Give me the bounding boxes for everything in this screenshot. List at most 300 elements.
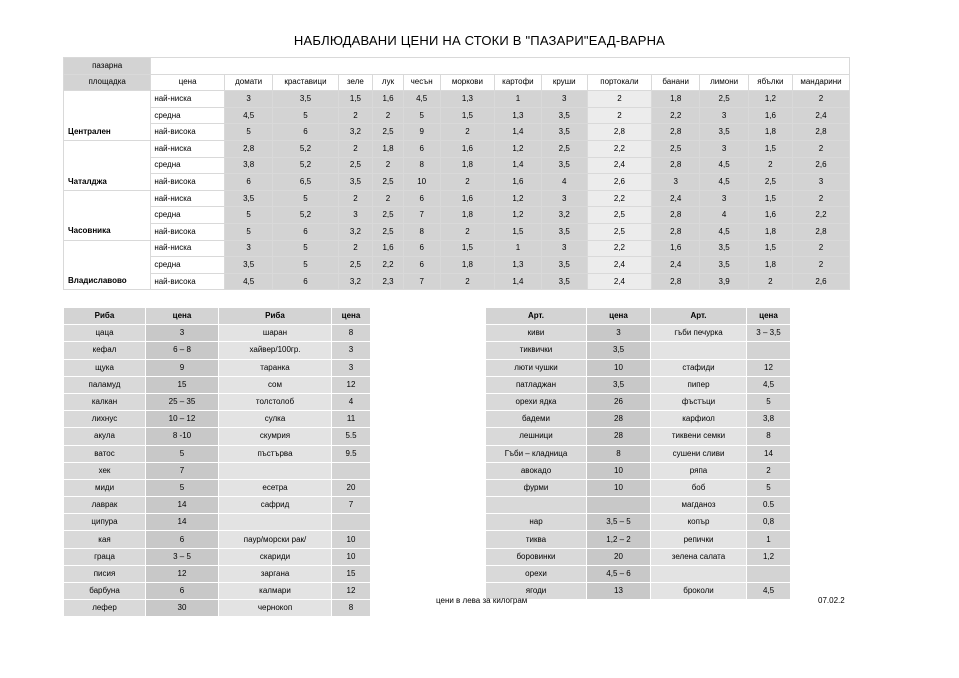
price-cell: 1,5	[748, 240, 792, 257]
fish-table-body	[64, 308, 371, 617]
price-cell: 6	[224, 174, 272, 191]
market-row	[64, 107, 850, 124]
price-cell: 2,5	[587, 207, 651, 224]
price-cell: 2,2	[792, 207, 849, 224]
art_table-cell	[747, 342, 791, 359]
price-cell: 2,8	[652, 273, 700, 290]
market-cell	[64, 190, 151, 207]
fish_table-row	[64, 325, 371, 342]
price-cell: 1,5	[440, 107, 495, 124]
fish_table-cell: 3	[146, 325, 219, 342]
fish_table-cell: калмари	[219, 583, 332, 600]
price-cell: 3	[792, 174, 849, 191]
header-filler	[151, 58, 850, 75]
price-cell: 2	[792, 91, 849, 108]
art_table-cell: 12	[747, 359, 791, 376]
price-cell: 1,4	[495, 273, 541, 290]
art_table-header-row	[486, 308, 791, 325]
fish_table-cell: сом	[219, 376, 332, 393]
art_table-header-1: цена	[587, 308, 651, 325]
price-cell: 2,6	[792, 157, 849, 174]
art_table-header-0: Арт.	[486, 308, 587, 325]
price-cell: 1,6	[440, 190, 495, 207]
fish_table-cell: 6	[146, 531, 219, 548]
price-cell: 2,6	[792, 273, 849, 290]
price-cell: 2,8	[224, 140, 272, 157]
page-title: НАБЛЮДАВАНИ ЦЕНИ НА СТОКИ В "ПАЗАРИ"ЕАД-ВАРНА	[293, 33, 666, 48]
art_table-cell: 3,5	[587, 342, 651, 359]
price-cell: 3,5	[541, 273, 587, 290]
price-cell: 1,4	[495, 157, 541, 174]
market-price-table	[63, 57, 850, 290]
price-level-label: най-ниска	[151, 240, 225, 257]
price-cell: 1,3	[495, 257, 541, 274]
fish-price-table	[63, 307, 371, 617]
art_table-cell: 4,5	[747, 376, 791, 393]
art_table-row	[486, 462, 791, 479]
price-cell: 2,5	[373, 207, 404, 224]
price-cell: 3,8	[224, 157, 272, 174]
fish_table-row	[64, 411, 371, 428]
fish_table-header-0: Риба	[64, 308, 146, 325]
art_table-cell: Гъби – кладница	[486, 445, 587, 462]
market-name: Часовника	[64, 223, 151, 240]
price-cell: 2,8	[587, 124, 651, 141]
price-cell: 1,4	[495, 124, 541, 141]
price-cell: 1,5	[338, 91, 373, 108]
price-column-header: цена	[151, 74, 225, 91]
fish_table-row	[64, 600, 371, 617]
price-cell: 3,2	[541, 207, 587, 224]
price-cell: 1,2	[495, 140, 541, 157]
fish_table-cell: 6	[146, 583, 219, 600]
price-cell: 2	[792, 140, 849, 157]
art_table-cell: лешници	[486, 428, 587, 445]
market-cell	[64, 140, 151, 157]
fish_table-cell: кая	[64, 531, 146, 548]
fish_table-cell: паур/морски рак/	[219, 531, 332, 548]
price-cell: 1,6	[748, 107, 792, 124]
fish_table-cell: 20	[332, 479, 371, 496]
fish_table-cell: 12	[332, 583, 371, 600]
price-cell: 2,5	[373, 174, 404, 191]
fish_table-cell: 5	[146, 479, 219, 496]
price-cell: 6	[403, 240, 440, 257]
price-cell: 3	[700, 140, 748, 157]
corner-label-2: площадка	[64, 74, 151, 91]
price-cell: 5	[224, 124, 272, 141]
fish_table-cell: 30	[146, 600, 219, 617]
price-cell: 2,5	[338, 257, 373, 274]
price-cell: 1,6	[495, 174, 541, 191]
art_table-cell: патладжан	[486, 376, 587, 393]
fish_table-cell: хек	[64, 462, 146, 479]
price-cell: 5,2	[273, 207, 338, 224]
price-level-label: най-висока	[151, 174, 225, 191]
fish_table-cell: шаран	[219, 325, 332, 342]
market-row	[64, 190, 850, 207]
price-cell: 3	[541, 91, 587, 108]
market-row	[64, 240, 850, 257]
price-cell: 2,4	[652, 190, 700, 207]
art_table-row	[486, 393, 791, 410]
fish_table-cell: скариди	[219, 548, 332, 565]
art_table-cell: 4,5 – 6	[587, 565, 651, 582]
art_table-cell: орехи	[486, 565, 587, 582]
price-cell: 5	[224, 207, 272, 224]
art_table-cell: 13	[587, 583, 651, 600]
price-cell: 3	[541, 190, 587, 207]
art_table-cell: боб	[651, 479, 747, 496]
price-cell: 4,5	[224, 107, 272, 124]
art_table-cell: 14	[747, 445, 791, 462]
art_table-cell: 3 – 3,5	[747, 325, 791, 342]
fish_table-cell: есетра	[219, 479, 332, 496]
art_table-header-3: цена	[747, 308, 791, 325]
fish_table-cell: чернокоп	[219, 600, 332, 617]
fish_table-cell: 12	[332, 376, 371, 393]
art_table-row	[486, 497, 791, 514]
fish_table-cell: барбуна	[64, 583, 146, 600]
fish_table-cell: 14	[146, 497, 219, 514]
fish_table-row	[64, 497, 371, 514]
price-cell: 3	[700, 190, 748, 207]
art_table-cell: гъби печурка	[651, 325, 747, 342]
price-cell: 2	[748, 157, 792, 174]
price-cell: 1,5	[495, 223, 541, 240]
price-cell: 2,6	[587, 174, 651, 191]
price-table-body	[64, 58, 850, 290]
fish_table-cell: миди	[64, 479, 146, 496]
price-cell: 2,8	[652, 157, 700, 174]
product-header: мандарини	[792, 74, 849, 91]
art_table-cell: 1,2	[747, 548, 791, 565]
price-level-label: средна	[151, 157, 225, 174]
fish_table-row	[64, 342, 371, 359]
price-cell: 2	[338, 190, 373, 207]
price-cell: 2,5	[373, 124, 404, 141]
art_table-cell: броколи	[651, 583, 747, 600]
market-name: Чаталджа	[64, 174, 151, 191]
fish_table-cell: ципура	[64, 514, 146, 531]
price-cell: 6	[403, 140, 440, 157]
art_table-cell: 26	[587, 393, 651, 410]
price-cell: 2	[373, 190, 404, 207]
fish_table-cell: лефер	[64, 600, 146, 617]
price-cell: 3,5	[541, 223, 587, 240]
art_table-cell: ягоди	[486, 583, 587, 600]
fish_table-cell: паламуд	[64, 376, 146, 393]
price-cell: 5,2	[273, 157, 338, 174]
price-cell: 1,8	[748, 124, 792, 141]
art_table-cell: 3,8	[747, 411, 791, 428]
price-cell: 1,2	[495, 190, 541, 207]
art_table-cell: 8	[747, 428, 791, 445]
price-cell: 2	[338, 107, 373, 124]
price-cell: 2	[587, 91, 651, 108]
price-cell: 2,2	[587, 190, 651, 207]
market-name: Владиславово	[64, 273, 151, 290]
price-cell: 2	[373, 157, 404, 174]
art_table-cell: 10	[587, 479, 651, 496]
price-cell: 5,2	[273, 140, 338, 157]
fish_table-cell: пъстърва	[219, 445, 332, 462]
fish_table-cell: 15	[146, 376, 219, 393]
fish_table-cell: калкан	[64, 393, 146, 410]
price-cell: 2	[748, 273, 792, 290]
price-cell: 5	[224, 223, 272, 240]
price-cell: 3	[700, 107, 748, 124]
art_table-cell: 5	[747, 393, 791, 410]
fish_table-cell: скумрия	[219, 428, 332, 445]
market-name: Централен	[64, 124, 151, 141]
price-cell: 3,5	[224, 190, 272, 207]
fish_table-cell: 3 – 5	[146, 548, 219, 565]
price-cell: 3,5	[541, 257, 587, 274]
fish_table-header-3: цена	[332, 308, 371, 325]
price-cell: 4,5	[700, 174, 748, 191]
art_table-cell: 10	[587, 359, 651, 376]
art_table-row	[486, 531, 791, 548]
price-cell: 3,2	[338, 273, 373, 290]
art_table-cell: боровинки	[486, 548, 587, 565]
art_table-cell	[587, 497, 651, 514]
product-header: круши	[541, 74, 587, 91]
price-cell: 5	[273, 107, 338, 124]
price-cell: 2,2	[587, 240, 651, 257]
fish_table-row	[64, 445, 371, 462]
art_table-cell: тиквички	[486, 342, 587, 359]
price-cell: 5	[273, 190, 338, 207]
price-cell: 2,8	[652, 207, 700, 224]
price-cell: 3,5	[338, 174, 373, 191]
price-cell: 2,4	[587, 273, 651, 290]
art_table-cell: орехи ядка	[486, 393, 587, 410]
fish_table-cell: 10	[332, 548, 371, 565]
art_table-cell: 2	[747, 462, 791, 479]
art_table-row	[486, 514, 791, 531]
fish_table-cell	[219, 462, 332, 479]
art_table-row	[486, 583, 791, 600]
fish_table-row	[64, 531, 371, 548]
market-row	[64, 91, 850, 108]
market-row	[64, 223, 850, 240]
price-cell: 3,5	[273, 91, 338, 108]
price-cell: 4,5	[700, 157, 748, 174]
art_table-cell: копър	[651, 514, 747, 531]
corner-label-1: пазарна	[64, 58, 151, 75]
fish_table-cell: 9	[146, 359, 219, 376]
art_table-cell: фурми	[486, 479, 587, 496]
market-row	[64, 124, 850, 141]
price-cell: 4	[541, 174, 587, 191]
price-cell: 6	[273, 273, 338, 290]
price-cell: 1,8	[440, 257, 495, 274]
fish_table-row	[64, 462, 371, 479]
price-cell: 6	[273, 124, 338, 141]
fish_table-cell: 6 – 8	[146, 342, 219, 359]
price-cell: 3,5	[541, 124, 587, 141]
fish_table-row	[64, 428, 371, 445]
art_table-cell: 3,5 – 5	[587, 514, 651, 531]
price-cell: 2	[587, 107, 651, 124]
price-cell: 2,4	[792, 107, 849, 124]
article-price-table	[485, 307, 791, 600]
price-cell: 4,5	[224, 273, 272, 290]
fish_table-cell	[219, 514, 332, 531]
fish_table-row	[64, 583, 371, 600]
price-cell: 3,2	[338, 124, 373, 141]
fish_table-cell: 8 -10	[146, 428, 219, 445]
price-cell: 1,8	[440, 207, 495, 224]
art_table-cell: люти чушки	[486, 359, 587, 376]
price-cell: 2,8	[652, 223, 700, 240]
price-cell: 2,2	[587, 140, 651, 157]
price-cell: 3	[541, 240, 587, 257]
fish_table-cell: 10 – 12	[146, 411, 219, 428]
fish_table-row	[64, 514, 371, 531]
price-cell: 1,5	[748, 190, 792, 207]
price-cell: 2	[440, 174, 495, 191]
fish_table-cell: кефал	[64, 342, 146, 359]
price-cell: 2	[440, 273, 495, 290]
fish_table-cell: 7	[146, 462, 219, 479]
art_table-cell: тиквени семки	[651, 428, 747, 445]
price-cell: 2,3	[373, 273, 404, 290]
article-table-body	[486, 308, 791, 600]
art_table-cell: магданоз	[651, 497, 747, 514]
price-cell: 3,5	[541, 107, 587, 124]
product-header: портокали	[587, 74, 651, 91]
price-cell: 2	[440, 124, 495, 141]
market-cell	[64, 107, 151, 124]
market-row	[64, 174, 850, 191]
art_table-cell: 20	[587, 548, 651, 565]
market-cell	[64, 240, 151, 257]
product-header: лук	[373, 74, 404, 91]
art_table-row	[486, 479, 791, 496]
price-cell: 3	[224, 240, 272, 257]
price-cell: 3,5	[700, 257, 748, 274]
price-cell: 8	[403, 223, 440, 240]
art_table-cell: 3	[587, 325, 651, 342]
header-row-1	[64, 58, 850, 75]
fish_table-cell: 15	[332, 565, 371, 582]
market-cell	[64, 257, 151, 274]
art_table-cell: бадеми	[486, 411, 587, 428]
product-header: банани	[652, 74, 700, 91]
price-cell: 5	[273, 257, 338, 274]
art_table-cell: 3,5	[587, 376, 651, 393]
price-cell: 5	[403, 107, 440, 124]
art_table-cell: 1	[747, 531, 791, 548]
art_table-cell: сушени сливи	[651, 445, 747, 462]
fish_table-cell: акула	[64, 428, 146, 445]
price-cell: 2	[338, 140, 373, 157]
price-cell: 3,2	[338, 223, 373, 240]
price-level-label: най-висока	[151, 223, 225, 240]
price-cell: 2	[373, 107, 404, 124]
price-cell: 2	[440, 223, 495, 240]
price-cell: 2	[338, 240, 373, 257]
fish_table-cell: 9.5	[332, 445, 371, 462]
fish_table-cell: 3	[332, 359, 371, 376]
art_table-row	[486, 445, 791, 462]
art_table-cell: тиква	[486, 531, 587, 548]
price-cell: 5	[273, 240, 338, 257]
fish_table-cell: 5	[146, 445, 219, 462]
header-row-2	[64, 74, 850, 91]
fish_table-row	[64, 359, 371, 376]
price-cell: 10	[403, 174, 440, 191]
fish_table-cell: 8	[332, 600, 371, 617]
price-cell: 1,8	[373, 140, 404, 157]
price-cell: 2,4	[587, 157, 651, 174]
art_table-header-2: Арт.	[651, 308, 747, 325]
fish_table-cell: 11	[332, 411, 371, 428]
price-cell: 1,6	[440, 140, 495, 157]
price-cell: 1,6	[373, 91, 404, 108]
price-cell: 3	[652, 174, 700, 191]
art_table-row	[486, 376, 791, 393]
price-cell: 1,5	[440, 240, 495, 257]
price-cell: 3	[338, 207, 373, 224]
price-cell: 2,8	[792, 124, 849, 141]
fish_table-cell: сафрид	[219, 497, 332, 514]
price-cell: 4,5	[700, 223, 748, 240]
art_table-row	[486, 411, 791, 428]
market-row	[64, 157, 850, 174]
product-header: краставици	[273, 74, 338, 91]
fish_table-cell: хайвер/100гр.	[219, 342, 332, 359]
price-cell: 3,5	[700, 124, 748, 141]
price-cell: 7	[403, 273, 440, 290]
fish_table-cell: толстолоб	[219, 393, 332, 410]
price-cell: 6	[403, 257, 440, 274]
art_table-cell: фъстъци	[651, 393, 747, 410]
fish_table-cell: 8	[332, 325, 371, 342]
price-level-label: най-висока	[151, 124, 225, 141]
market-cell	[64, 157, 151, 174]
price-cell: 2,5	[700, 91, 748, 108]
art_table-cell: киви	[486, 325, 587, 342]
fish_table-cell: заргана	[219, 565, 332, 582]
price-cell: 2,2	[373, 257, 404, 274]
price-cell: 2,2	[652, 107, 700, 124]
art_table-cell	[651, 565, 747, 582]
fish_table-cell	[332, 462, 371, 479]
art_table-cell: ряпа	[651, 462, 747, 479]
price-cell: 3	[224, 91, 272, 108]
art_table-cell: 0.5	[747, 497, 791, 514]
price-level-label: средна	[151, 257, 225, 274]
price-cell: 8	[403, 157, 440, 174]
price-level-label: средна	[151, 207, 225, 224]
price-cell: 2,5	[373, 223, 404, 240]
art_table-cell	[651, 342, 747, 359]
price-cell: 2,5	[587, 223, 651, 240]
fish_table-cell	[332, 514, 371, 531]
product-header: чесън	[403, 74, 440, 91]
fish_table-row	[64, 393, 371, 410]
fish_table-header-1: цена	[146, 308, 219, 325]
price-level-label: най-ниска	[151, 91, 225, 108]
art_table-cell: 5	[747, 479, 791, 496]
art_table-cell: 28	[587, 428, 651, 445]
price-cell: 2,8	[792, 223, 849, 240]
art_table-cell: зелена салата	[651, 548, 747, 565]
product-header: картофи	[495, 74, 541, 91]
